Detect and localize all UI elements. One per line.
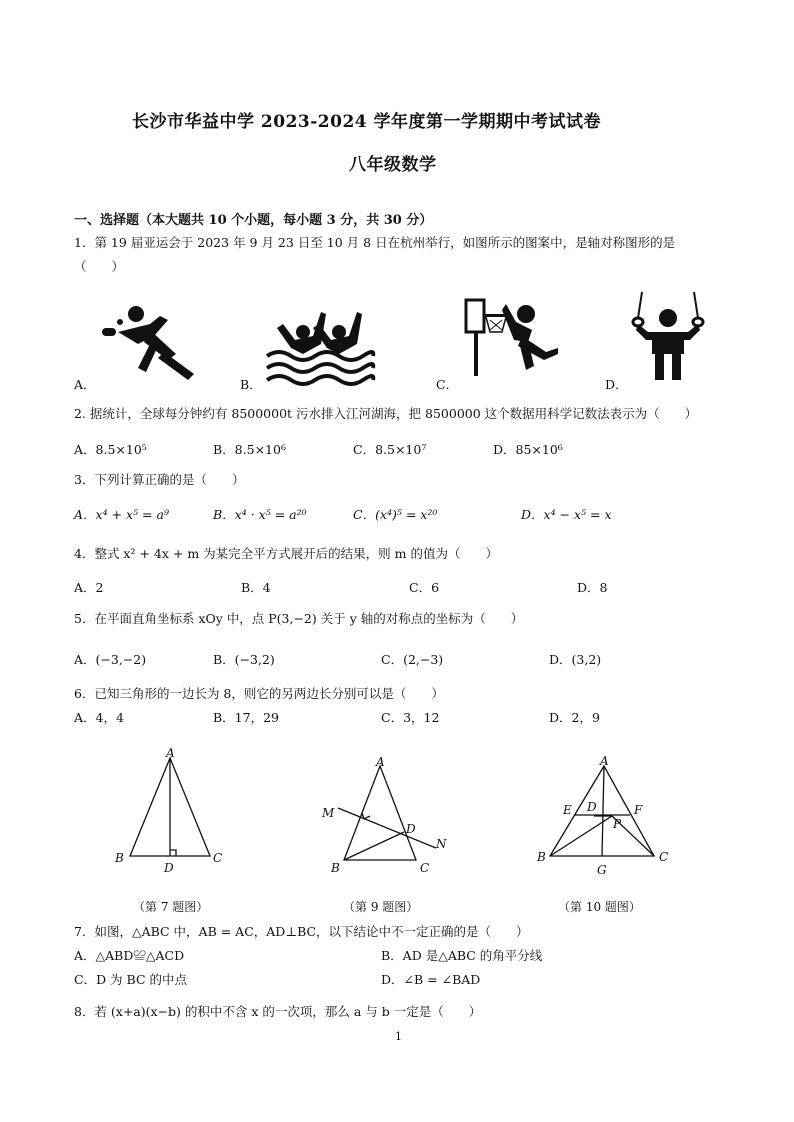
basketball-icon (462, 296, 562, 378)
fig10-label-f: F (634, 803, 643, 817)
fig10-label-c: C (659, 850, 669, 864)
fig10-label-d: D (587, 800, 597, 814)
fig9-caption: （第 9 题图） (343, 900, 419, 914)
question-2-option-c: C．8.5×10⁷ (353, 442, 427, 457)
question-6-stem: 6．已知三角形的一边长为 8，则它的另两边长分别可以是（ ） (74, 686, 444, 701)
question-6-option-a: A．4，4 (74, 710, 124, 725)
question-4-option-d: D．8 (577, 580, 608, 595)
fig9-line-mn (338, 808, 436, 848)
question-4-option-a: A．2 (74, 580, 104, 595)
question-4-stem: 4．整式 x² + 4x + m 为某完全平方式展开后的结果，则 m 的值为（ ） (74, 546, 498, 561)
question-5-option-d: D．(3,2) (549, 652, 602, 667)
question-2-option-a: A．8.5×10⁵ (74, 442, 147, 457)
question-3-option-c: C．(x⁴)⁵ = x²⁰ (353, 507, 438, 522)
table-tennis-icon (98, 302, 198, 382)
fig7-right-angle (170, 850, 176, 856)
question-3-stem: 3．下列计算正确的是（ ） (74, 472, 245, 487)
fig9-label-c: C (420, 861, 430, 875)
question-5-stem: 5．在平面直角坐标系 xOy 中，点 P(3,−2) 关于 y 轴的对称点的坐标为（ ） (74, 611, 524, 626)
fig9-right-angle (362, 813, 370, 819)
fig10-label-a: A (600, 754, 609, 768)
question-1-option-d: D． (605, 377, 628, 392)
fig7-label-a: A (166, 746, 175, 760)
question-6-option-d: D．2，9 (549, 710, 600, 725)
fig9-label-a: A (376, 755, 385, 769)
question-3-option-b: B．x⁴ · x⁵ = a²⁰ (213, 507, 307, 522)
figure-9-diagram (320, 752, 480, 882)
page-title: 长沙市华益中学 2023-2024 学年度第一学期期中考试试卷 (132, 112, 602, 132)
question-8-stem: 8．若 (x+a)(x−b) 的积中不含 x 的一次项，那么 a 与 b 一定是（ ） (74, 1004, 482, 1019)
question-3-option-a: A．x⁴ + x⁵ = a⁹ (74, 507, 169, 522)
question-2-stem: 2. 据统计，全球每分钟约有 8500000t 污水排入江河湖海，把 8500000 这个数据用科学记数法表示为（ ） (74, 406, 698, 421)
question-2-option-d: D．85×10⁶ (493, 442, 563, 457)
question-4-option-b: B．4 (241, 580, 271, 595)
question-4-option-c: C．6 (409, 580, 440, 595)
question-1-option-b: B． (240, 377, 262, 392)
question-7-option-b: B．AD 是△ABC 的角平分线 (381, 948, 543, 963)
fig10-label-g: G (597, 863, 607, 877)
question-3-option-d: D．x⁴ − x⁵ = x (521, 507, 612, 522)
fig9-triangle (344, 766, 416, 860)
question-1-option-a: A． (74, 377, 96, 392)
page-subtitle: 八年级数学 (349, 155, 437, 175)
question-2-option-b: B．8.5×10⁶ (213, 442, 286, 457)
synchronized-swimming-icon (263, 306, 373, 386)
question-1-stem: 1．第 19 届亚运会于 2023 年 9 月 23 日至 10 月 8 日在杭州举行，如图所示的图案中，是轴对称图形的是 (74, 235, 676, 250)
question-6-option-c: C．3，12 (381, 710, 440, 725)
question-7-option-a: A．△ABD≌△ACD (74, 948, 185, 963)
question-7-option-d: D．∠B = ∠BAD (381, 972, 481, 987)
question-5-option-c: C．(2,−3) (381, 652, 444, 667)
fig7-label-c: C (213, 851, 223, 865)
question-1-option-c: C． (436, 377, 459, 392)
question-7-stem: 7．如图，△ABC 中，AB = AC，AD⊥BC，以下结论中不一定正确的是（ ） (74, 924, 529, 939)
fig10-label-p: P (613, 817, 622, 831)
section-heading: 一、选择题（本大题共 10 个小题，每小题 3 分，共 30 分） (74, 213, 433, 228)
fig9-label-n: N (436, 837, 447, 851)
question-5-option-a: A．(−3,−2) (74, 652, 147, 667)
fig7-label-b: B (115, 851, 124, 865)
gymnastics-rings-icon (628, 290, 708, 382)
fig9-label-b: B (331, 861, 340, 875)
question-1-bracket: （ ） (74, 259, 125, 274)
fig7-caption: （第 7 题图） (133, 900, 209, 914)
fig10-label-b: B (537, 850, 546, 864)
fig10-label-e: E (563, 803, 572, 817)
fig10-segment-ag (602, 766, 604, 856)
figure-7-diagram (108, 744, 248, 884)
question-7-option-c: C．D 为 BC 的中点 (74, 972, 187, 987)
page-number: 1 (395, 1030, 402, 1043)
fig9-label-d: D (406, 822, 416, 836)
fig10-caption: （第 10 题图） (558, 900, 641, 914)
fig7-label-d: D (164, 861, 174, 875)
question-5-option-b: B．(−3,2) (213, 652, 275, 667)
question-6-option-b: B．17，29 (213, 710, 279, 725)
fig9-label-m: M (322, 806, 335, 820)
